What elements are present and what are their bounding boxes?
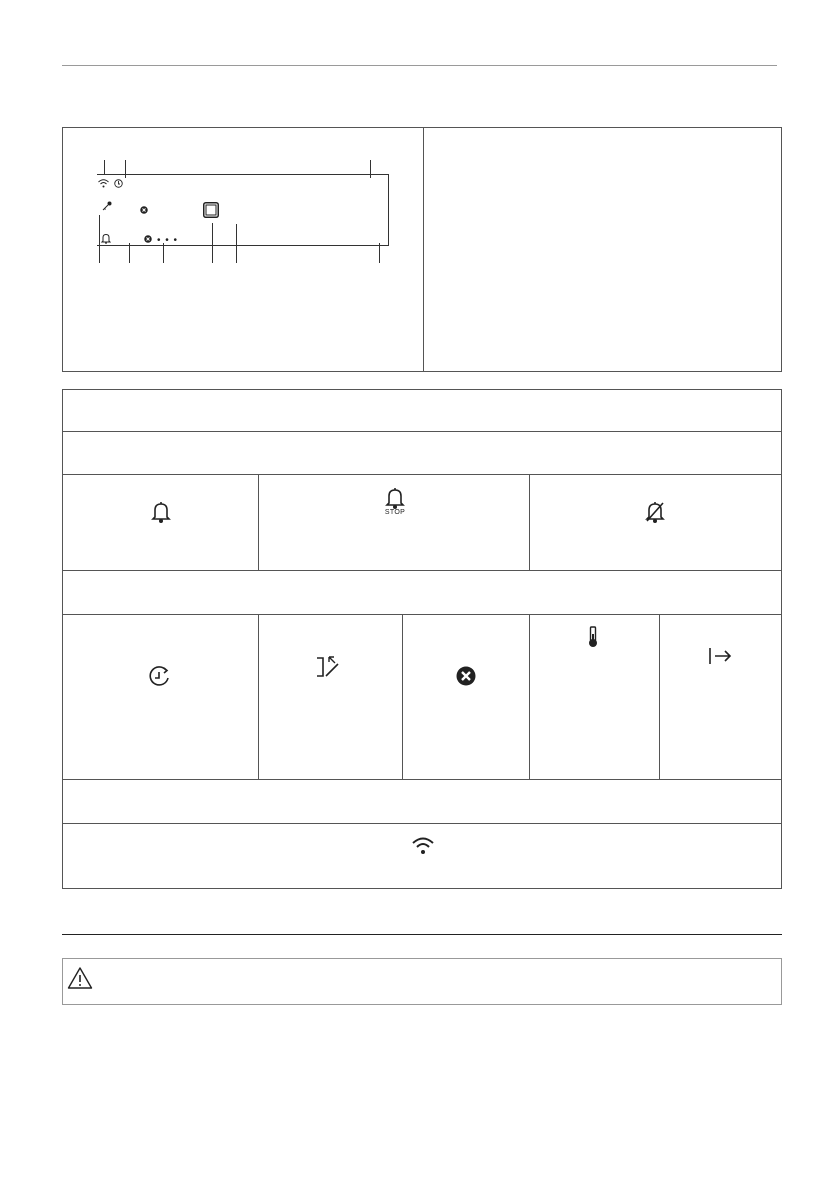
bell-off-icon xyxy=(645,501,665,523)
table-col-divider xyxy=(258,474,259,570)
timer-icon xyxy=(148,666,172,688)
warning-icon xyxy=(67,966,93,990)
table-row-divider xyxy=(62,431,782,432)
cancel-icon xyxy=(456,666,476,686)
callout-line-7 xyxy=(212,223,213,263)
callout-line-4 xyxy=(99,215,100,263)
table-col-divider xyxy=(529,614,530,779)
warning-box xyxy=(62,958,782,1005)
table-col-divider xyxy=(402,614,403,779)
bell-stop-label: STOP xyxy=(384,509,406,516)
table-row-divider xyxy=(62,823,782,824)
bell-stop-icon xyxy=(383,487,407,509)
bell-icon xyxy=(101,233,111,244)
display-diagram-box xyxy=(62,127,782,372)
table-col-divider xyxy=(258,614,259,779)
cancel-small-icon xyxy=(140,206,148,214)
forward-arrow-icon xyxy=(708,647,732,665)
table-row-divider xyxy=(62,614,782,615)
callout-line-2 xyxy=(125,160,126,178)
section-rule xyxy=(62,934,782,935)
door-open-icon xyxy=(316,656,342,678)
bell-icon xyxy=(151,501,171,523)
cancel-small-icon xyxy=(144,235,152,243)
callout-line-8 xyxy=(236,224,237,263)
diagram-divider xyxy=(423,127,424,372)
symbol-table xyxy=(62,389,782,889)
callout-line-6 xyxy=(163,243,164,263)
wifi-icon xyxy=(98,179,109,188)
table-row-divider xyxy=(62,474,782,475)
table-col-divider xyxy=(529,474,530,570)
thermometer-icon xyxy=(588,626,598,648)
clock-mode-icon xyxy=(114,179,123,188)
dots-icon: • • • xyxy=(157,235,179,246)
table-col-divider xyxy=(659,614,660,779)
key-lock-icon xyxy=(101,200,113,212)
oven-icon xyxy=(203,202,219,218)
callout-line-5 xyxy=(129,243,130,263)
header-rule xyxy=(62,65,777,66)
callout-line-3 xyxy=(370,160,371,178)
callout-line-1 xyxy=(104,160,105,174)
table-row-divider xyxy=(62,570,782,571)
wifi-icon xyxy=(412,837,434,855)
table-row-divider xyxy=(62,779,782,780)
callout-line-9 xyxy=(379,243,380,263)
